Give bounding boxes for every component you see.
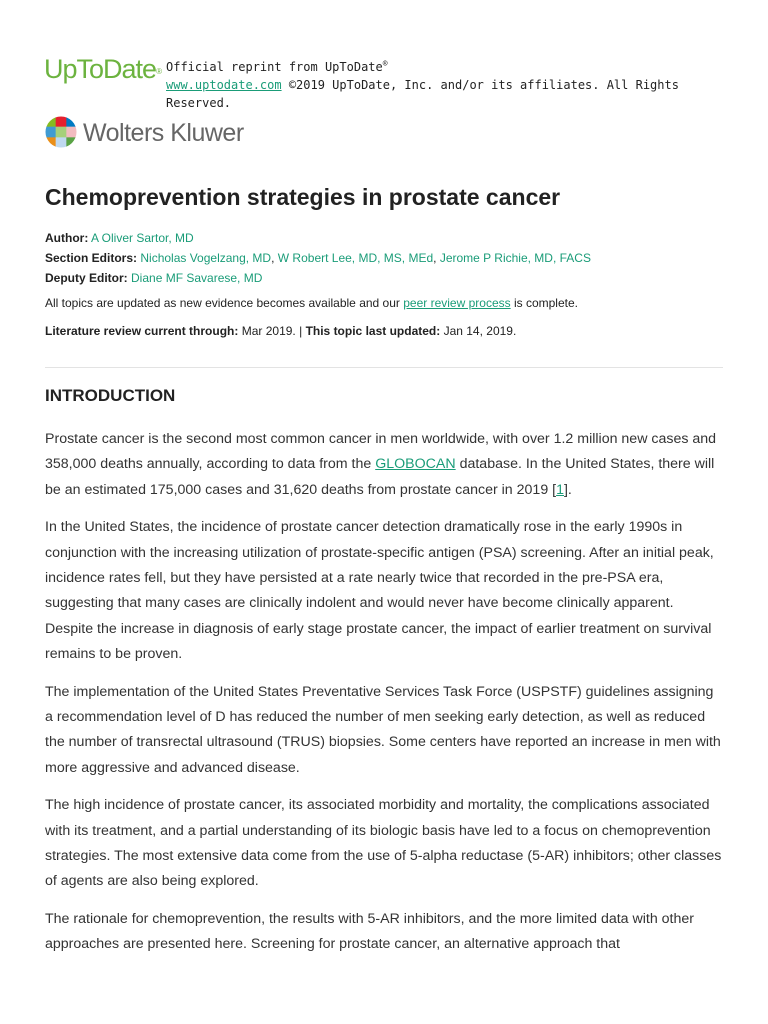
article-body [45, 427, 725, 970]
mosaic-tile [45, 137, 56, 148]
mosaic-tile [45, 116, 56, 127]
review-dates [45, 324, 516, 338]
section-editor-link[interactable]: W Robert Lee, MD, MS, MEd [277, 251, 434, 265]
updated-date: Jan 14, 2019. [443, 324, 517, 338]
copyright-notice: ©2019 UpToDate, Inc. and/or its affiliates. All Rights Reserved. [166, 78, 679, 110]
article-credits [45, 228, 591, 288]
article-title: Chemoprevention strategies in prostate cancer [45, 184, 561, 210]
reference-link[interactable]: 1 [556, 481, 564, 498]
review-date: Mar 2019. [241, 324, 296, 338]
author-line [45, 228, 591, 248]
author-link[interactable]: A Oliver Sartor, MD [91, 231, 194, 245]
updated-label: This topic last updated: [305, 324, 441, 338]
mosaic-tile [56, 127, 67, 138]
separator: | [299, 324, 303, 338]
deputy-editor-label: Deputy Editor: [45, 271, 128, 285]
section-editors-line: Section Editors: Nicholas Vogelzang, MD, W Robert Lee, MD, MS, MEd, Jerome P Richie, MD, FACS [45, 251, 591, 265]
reprint-line: Official reprint from UpToDate [166, 60, 383, 74]
author-label: Author: [45, 231, 89, 245]
mosaic-tile [56, 116, 67, 127]
registered-mark: ® [382, 59, 388, 68]
wolters-kluwer-mosaic-icon [45, 116, 77, 148]
section-editors-label: Section Editors: [45, 251, 138, 265]
mosaic-tile [66, 137, 77, 148]
deputy-editor-link[interactable]: Diane MF Savarese, MD [131, 271, 263, 285]
publisher-name: Wolters Kluwer [83, 119, 244, 147]
update-note: All topics are updated as new evidence becomes available and our peer review process is complete. [45, 296, 578, 310]
peer-review-link[interactable]: peer review process [403, 296, 511, 310]
reprint-notice [166, 55, 726, 112]
uptodate-site-link[interactable]: www.uptodate.com [166, 78, 282, 92]
mosaic-tile [56, 137, 67, 148]
mosaic-tile [45, 127, 56, 138]
mosaic-tile [66, 116, 77, 127]
body-paragraph: Prostate cancer is the second most common cancer in men worldwide, with over 1.2 million new cases and 358,000 deaths annually, according to data from the GLOBOCAN database. In the United States, there will be an estimated 175,000 cases and 31,620 deaths from prostate cancer in 2019 [1]. [45, 431, 717, 498]
body-paragraph: The high incidence of prostate cancer, its associated morbidity and mortality, the complications associated with its treatment, and a partial understanding of its biologic basis have led to a focus on chemoprevention strategies. The most extensive data come from the use of 5-alpha reductase (5-AR) inhibitors; other classes of agents are also being explored. [45, 797, 722, 890]
mosaic-tile [66, 127, 77, 138]
section-editor-link[interactable]: Jerome P Richie, MD, FACS [439, 251, 591, 265]
divider [45, 367, 723, 368]
review-label: Literature review current through: [45, 324, 239, 338]
globocan-link[interactable]: GLOBOCAN [375, 456, 456, 473]
uptodate-logo[interactable] [44, 52, 162, 86]
body-paragraph: In the United States, the incidence of prostate cancer detection dramatically rose in the early 1990s in conjunction with the increasing utilization of prostate-specific antigen (PSA) screening. After an initial peak, incidence rates fell, but they have persisted at a rate nearly twice that recorded in the pre-PSA era, suggesting that many cases are clinically indolent and would never have become clinically apparent. Despite the increase in diagnosis of early stage prostate cancer, the impact of earlier treatment on survival remains to be proven. [45, 519, 714, 662]
uptodate-logo-text: UpToDate [44, 54, 157, 84]
body-paragraph: The rationale for chemoprevention, the results with 5-AR inhibitors, and the more limited data with other approaches are presented here. Screening for prostate cancer, an alternative approach that [45, 911, 695, 953]
deputy-editor-line [45, 268, 591, 288]
body-paragraph: The implementation of the United States Preventative Services Task Force (USPSTF) guidelines assigning a recommendation level of D has reduced the number of men seeking early detection, as well as reduced the number of transrectal ultrasound (TRUS) biopsies. Some centers have reported an increase in men with more aggressive and advanced disease. [45, 683, 721, 776]
section-heading: INTRODUCTION [45, 386, 176, 405]
section-editor-link[interactable]: Nicholas Vogelzang, MD [140, 251, 272, 265]
registered-mark: ® [156, 67, 162, 76]
